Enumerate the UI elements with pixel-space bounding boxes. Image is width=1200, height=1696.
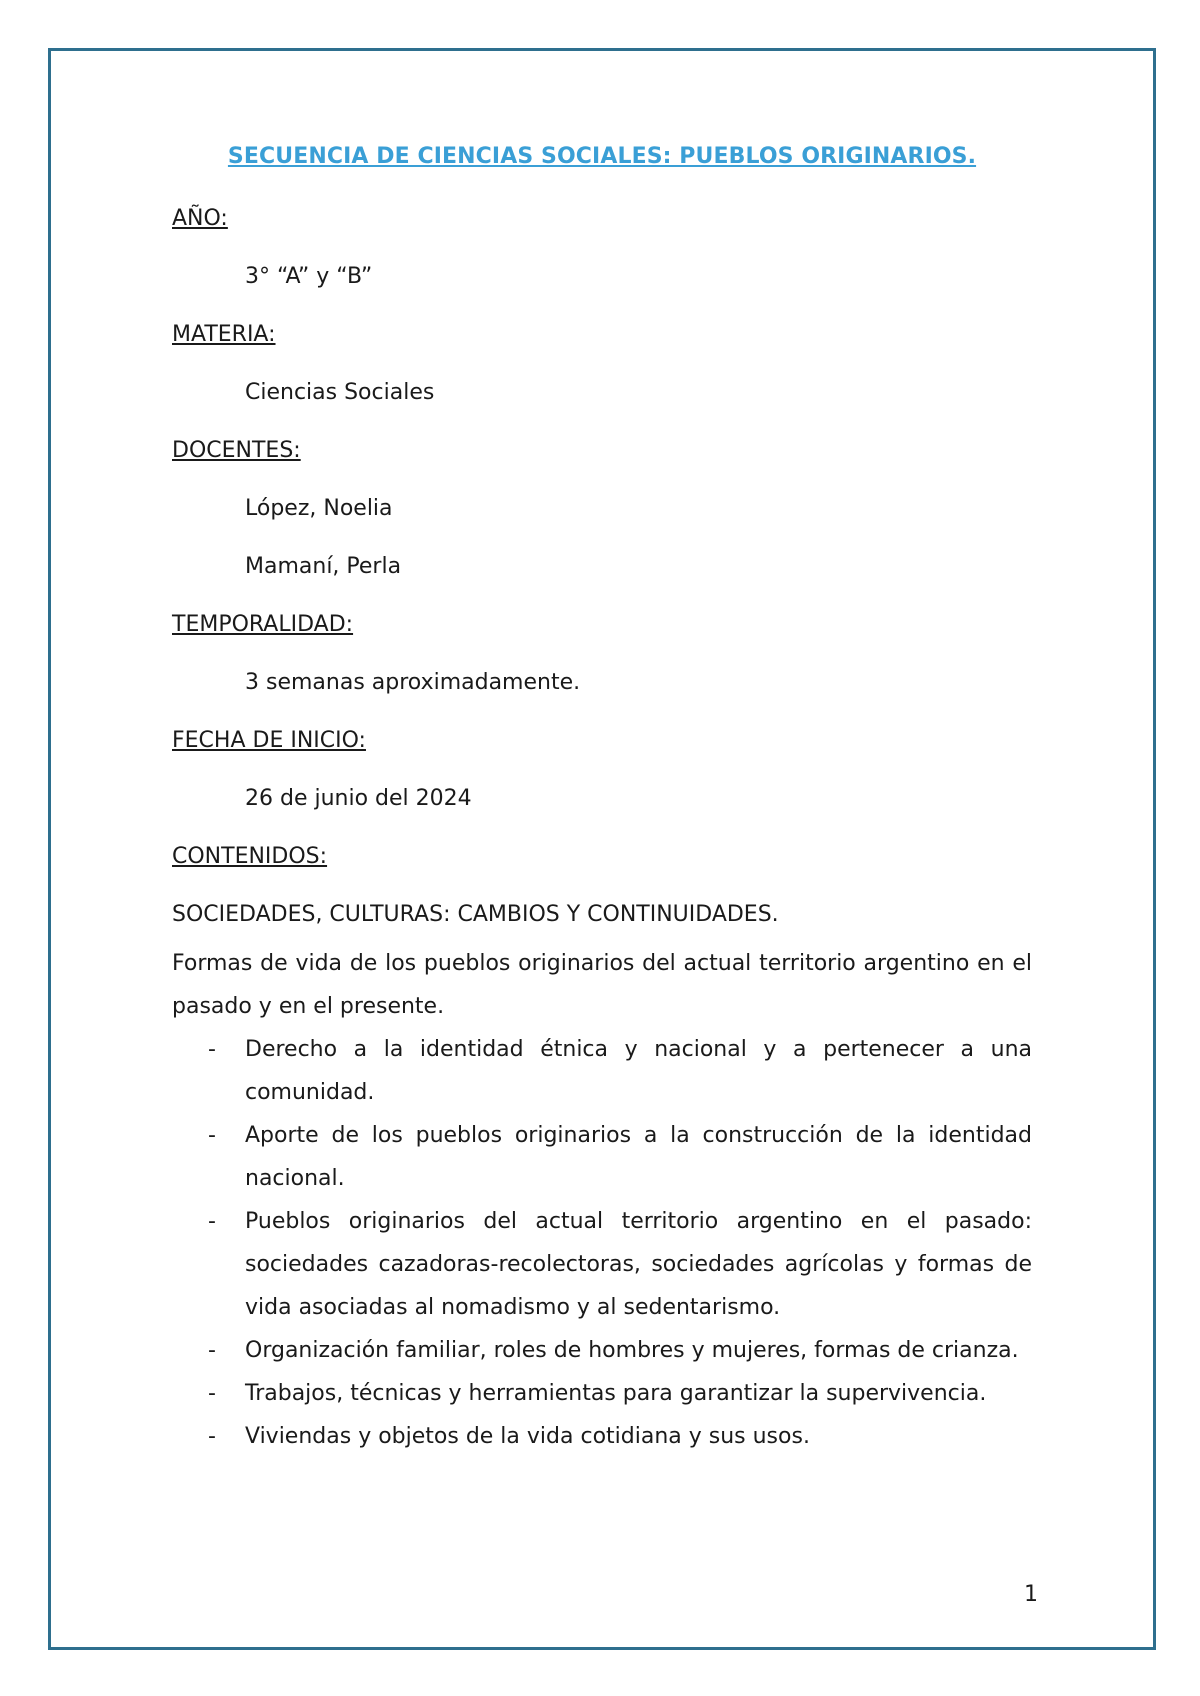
bullet-dash: -: [208, 1424, 216, 1449]
field-contenidos: [172, 842, 1032, 872]
field-label-anio: AÑO:: [172, 206, 228, 231]
field-label-temporalidad: TEMPORALIDAD:: [172, 612, 354, 637]
field-temporalidad: [172, 610, 1032, 698]
field-value-fecha-inicio: 26 de junio del 2024: [245, 786, 472, 811]
field-label-contenidos: CONTENIDOS:: [172, 844, 328, 869]
list-item-text: Derecho a la identidad étnica y nacional y a pertenecer a una comunidad.: [245, 1037, 1032, 1105]
document-title: SECUENCIA DE CIENCIAS SOCIALES: PUEBLOS ORIGINARIOS.: [227, 144, 977, 169]
field-fecha-inicio: [172, 726, 1032, 814]
bullet-dash: -: [208, 1037, 216, 1062]
field-materia: [172, 320, 1032, 408]
list-item: [172, 1028, 1032, 1114]
field-value-docente-2: Mamaní, Perla: [245, 554, 402, 579]
list-item: [172, 1200, 1032, 1329]
bullet-dash: -: [208, 1381, 216, 1406]
document-body: [172, 142, 1032, 1458]
list-item: [172, 1114, 1032, 1200]
list-item: [172, 1329, 1032, 1372]
bullet-dash: -: [208, 1123, 216, 1148]
contents-heading: SOCIEDADES, CULTURAS: CAMBIOS Y CONTINUIDADES.: [172, 902, 779, 927]
page-number: 1: [1024, 1582, 1038, 1607]
field-label-fecha-inicio: FECHA DE INICIO:: [172, 728, 366, 753]
field-label-docentes: DOCENTES:: [172, 438, 301, 463]
list-item-text: Organización familiar, roles de hombres y mujeres, formas de crianza.: [245, 1338, 1019, 1363]
list-item-text: Trabajos, técnicas y herramientas para garantizar la supervivencia.: [245, 1381, 987, 1406]
field-value-docente-1: López, Noelia: [245, 496, 393, 521]
bullet-dash: -: [208, 1338, 216, 1363]
list-item: [172, 1415, 1032, 1458]
list-item-text: Viviendas y objetos de la vida cotidiana y sus usos.: [245, 1424, 810, 1449]
list-item: [172, 1372, 1032, 1415]
field-value-materia: Ciencias Sociales: [245, 380, 435, 405]
contents-list: [172, 1028, 1032, 1458]
contents-intro: Formas de vida de los pueblos originarios del actual territorio argentino en el pasado y en el presente.: [172, 951, 1032, 1019]
list-item-text: Aporte de los pueblos originarios a la construcción de la identidad nacional.: [245, 1123, 1032, 1191]
list-item-text: Pueblos originarios del actual territorio argentino en el pasado: sociedades cazadoras-recolectoras, sociedades agrícolas y formas de vida asociadas al nomadismo y al sedentarismo.: [245, 1209, 1032, 1320]
field-anio: [172, 204, 1032, 292]
bullet-dash: -: [208, 1209, 216, 1234]
field-label-materia: MATERIA:: [172, 322, 276, 347]
field-value-anio: 3° “A” y “B”: [245, 264, 373, 289]
field-value-temporalidad: 3 semanas aproximadamente.: [245, 670, 581, 695]
field-docentes: [172, 436, 1032, 582]
